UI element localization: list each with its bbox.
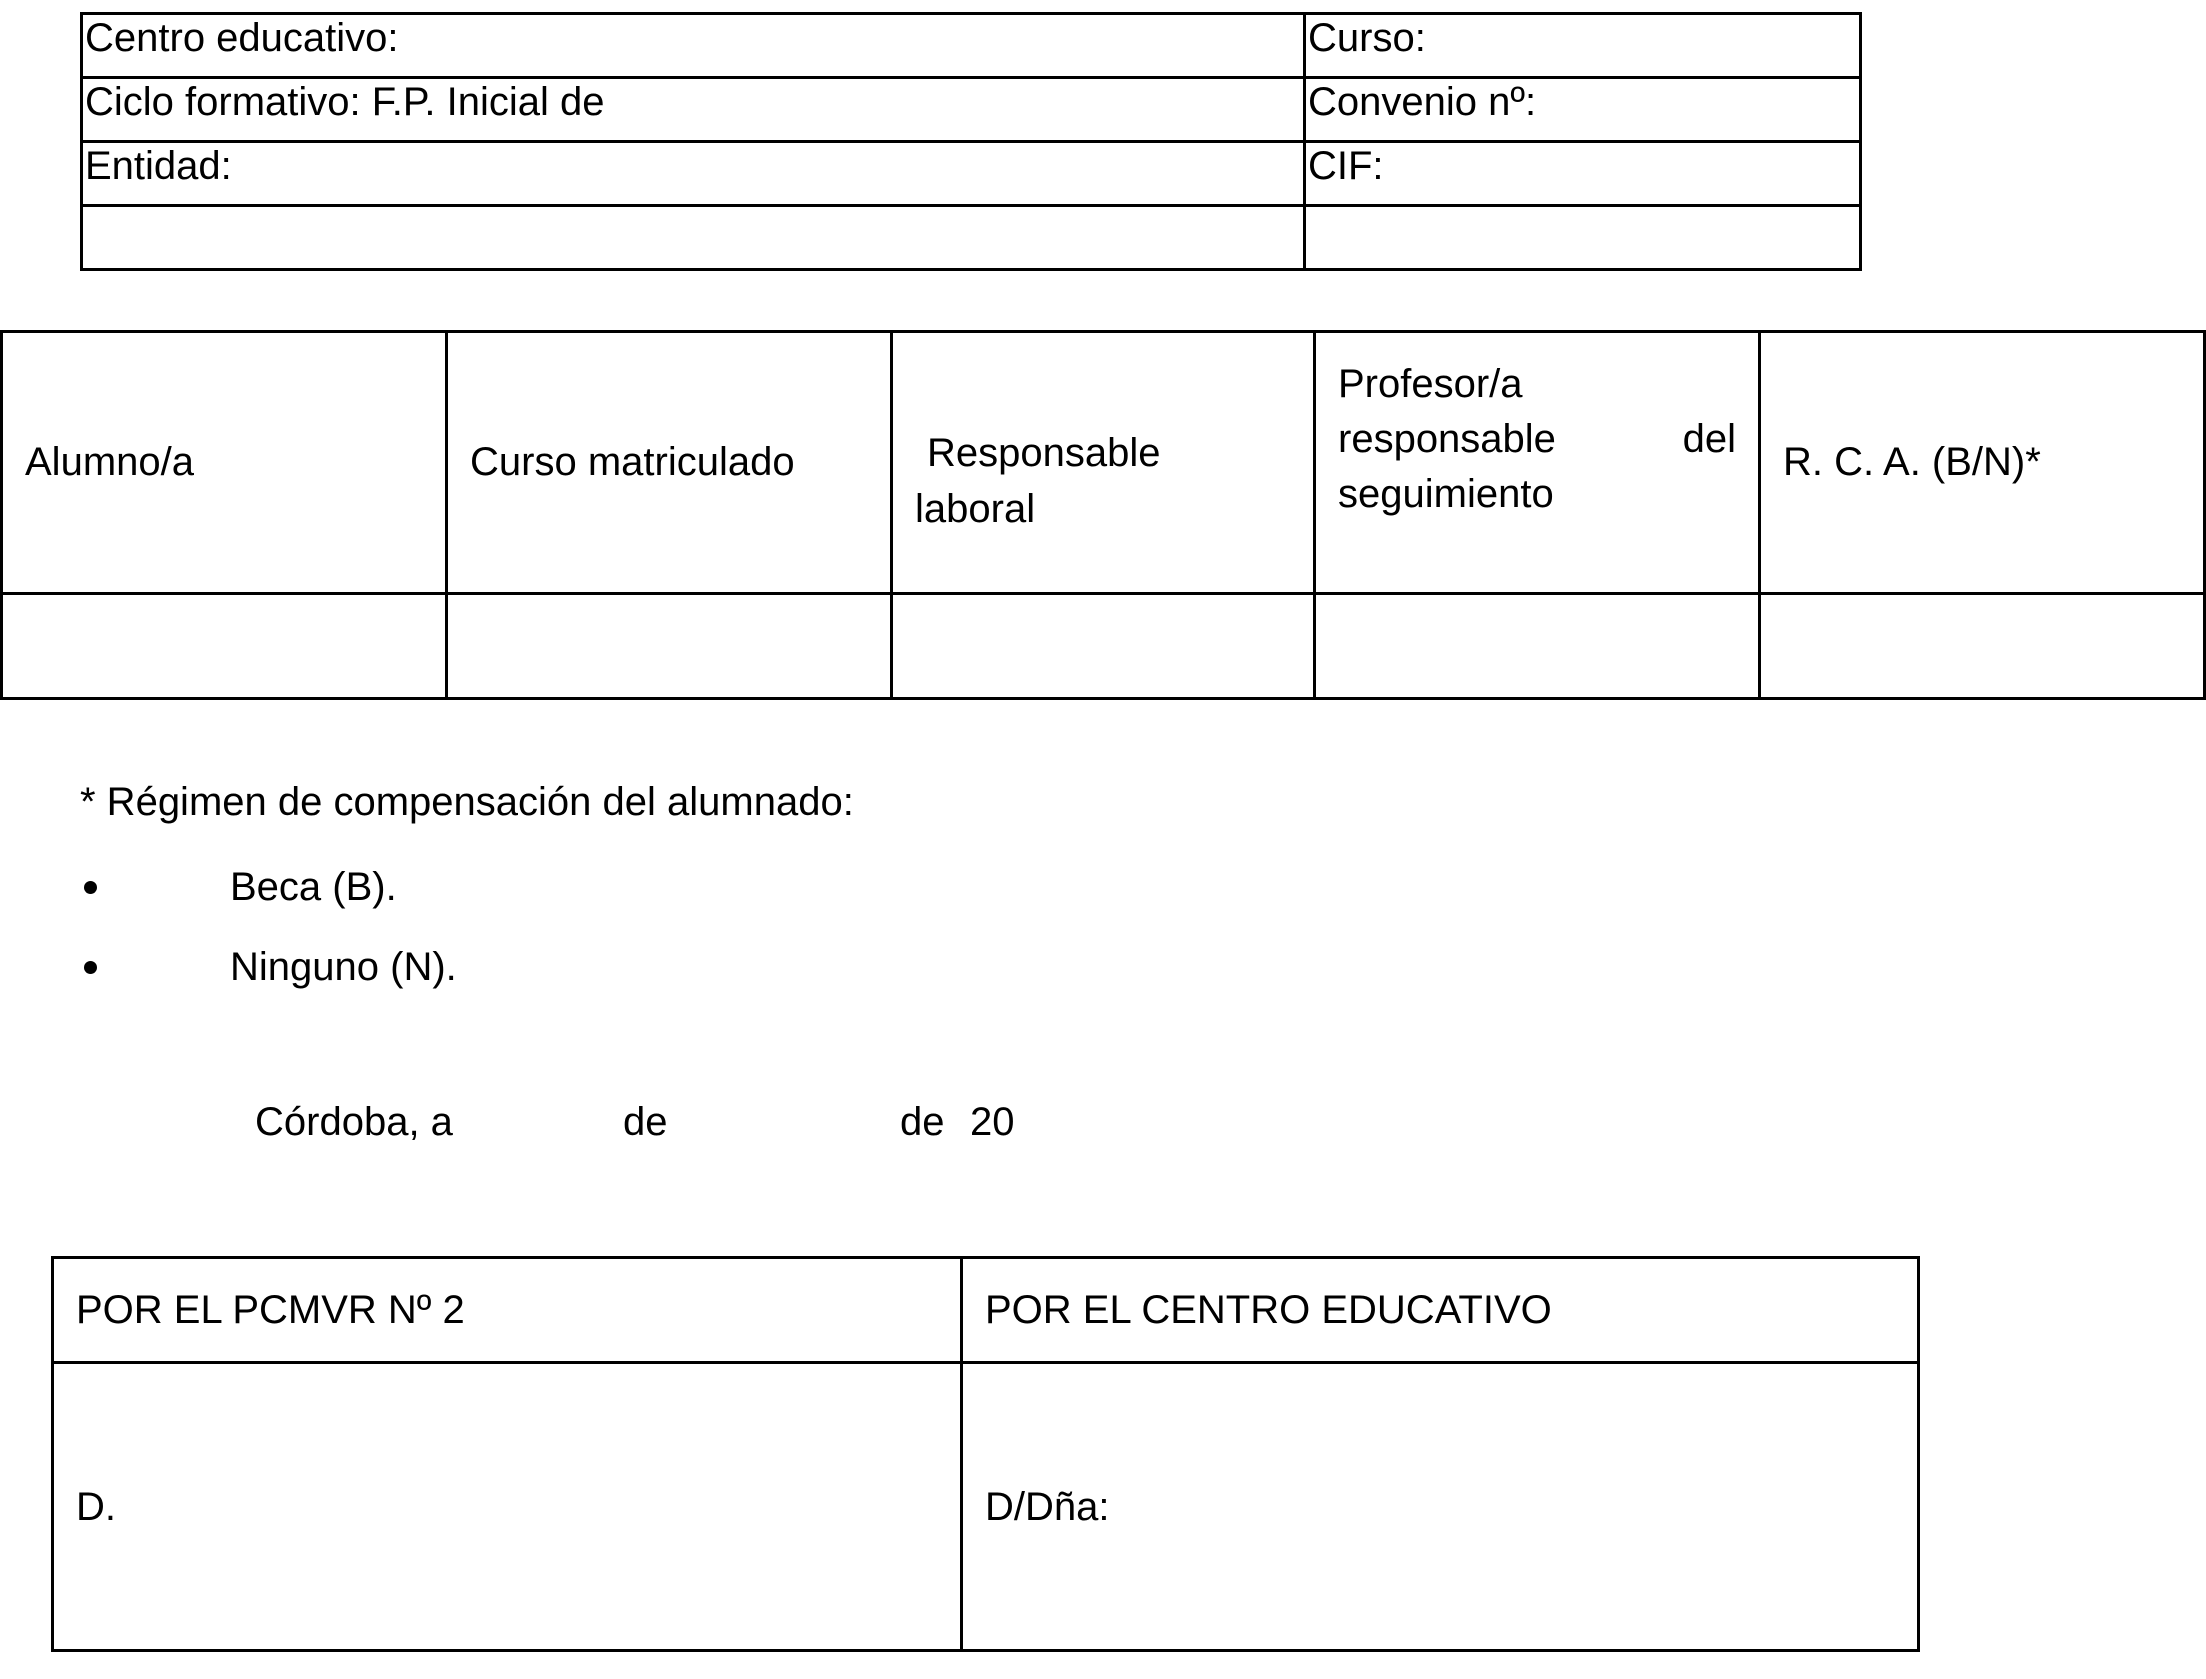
header-rca: R. C. A. (B/N)*: [1760, 332, 2205, 594]
profesor-cell[interactable]: [1315, 594, 1760, 699]
info-row: [82, 206, 1861, 270]
info-row: [82, 78, 1861, 142]
rca-cell[interactable]: [1760, 594, 2205, 699]
ciclo-formativo-field[interactable]: Ciclo formativo: F.P. Inicial de: [82, 78, 1305, 142]
header-responsable-line1: Responsable: [927, 431, 1161, 476]
signature-body-row: [53, 1363, 1919, 1651]
date-place: Córdoba, a: [255, 1100, 453, 1144]
bullet-icon: [84, 881, 97, 894]
curso-field[interactable]: Curso:: [1305, 14, 1861, 78]
header-profesor-responsable: [1315, 332, 1760, 594]
date-de-1: de: [623, 1100, 668, 1144]
header-curso-matriculado: Curso matriculado: [447, 332, 892, 594]
list-item: [80, 864, 397, 910]
bullet-text: Beca (B).: [230, 864, 397, 909]
info-table: [80, 12, 1862, 271]
date-year-prefix: 20: [970, 1100, 1015, 1144]
responsable-cell[interactable]: [892, 594, 1315, 699]
signature-table: [51, 1256, 1920, 1652]
header-responsable-laboral: [892, 332, 1315, 594]
info-row: [82, 14, 1861, 78]
curso-cell[interactable]: [447, 594, 892, 699]
student-table-header: [2, 332, 2205, 594]
header-profesor-line1: Profesor/a: [1338, 362, 1523, 406]
convenio-field[interactable]: Convenio nº:: [1305, 78, 1861, 142]
signature-right-field[interactable]: D/Dña:: [962, 1363, 1919, 1651]
cif-value-field[interactable]: [1305, 206, 1861, 270]
centro-educativo-field[interactable]: Centro educativo:: [82, 14, 1305, 78]
entidad-field[interactable]: Entidad:: [82, 142, 1305, 206]
signature-right-header: POR EL CENTRO EDUCATIVO: [962, 1258, 1919, 1363]
footnote-title: * Régimen de compensación del alumnado:: [80, 780, 854, 824]
header-profesor-line2-b: del: [1682, 417, 1736, 462]
date-de-2: de: [900, 1100, 945, 1144]
cif-field[interactable]: CIF:: [1305, 142, 1861, 206]
signature-left-header: POR EL PCMVR Nº 2: [53, 1258, 962, 1363]
signature-left-field[interactable]: D.: [53, 1363, 962, 1651]
header-profesor-line3: seguimiento: [1338, 472, 1554, 517]
alumno-cell[interactable]: [2, 594, 447, 699]
bullet-text: Ninguno (N).: [230, 944, 457, 989]
header-alumno: Alumno/a: [2, 332, 447, 594]
header-responsable-line2: laboral: [915, 486, 1036, 531]
header-profesor-line2: [1338, 412, 1736, 467]
bullet-icon: [84, 961, 97, 974]
list-item: [80, 944, 457, 990]
student-table: [0, 330, 2206, 700]
entidad-value-field[interactable]: [82, 206, 1305, 270]
header-profesor-line2-a: responsable: [1338, 417, 1556, 462]
info-row: [82, 142, 1861, 206]
signature-header-row: [53, 1258, 1919, 1363]
table-row: [2, 594, 2205, 699]
